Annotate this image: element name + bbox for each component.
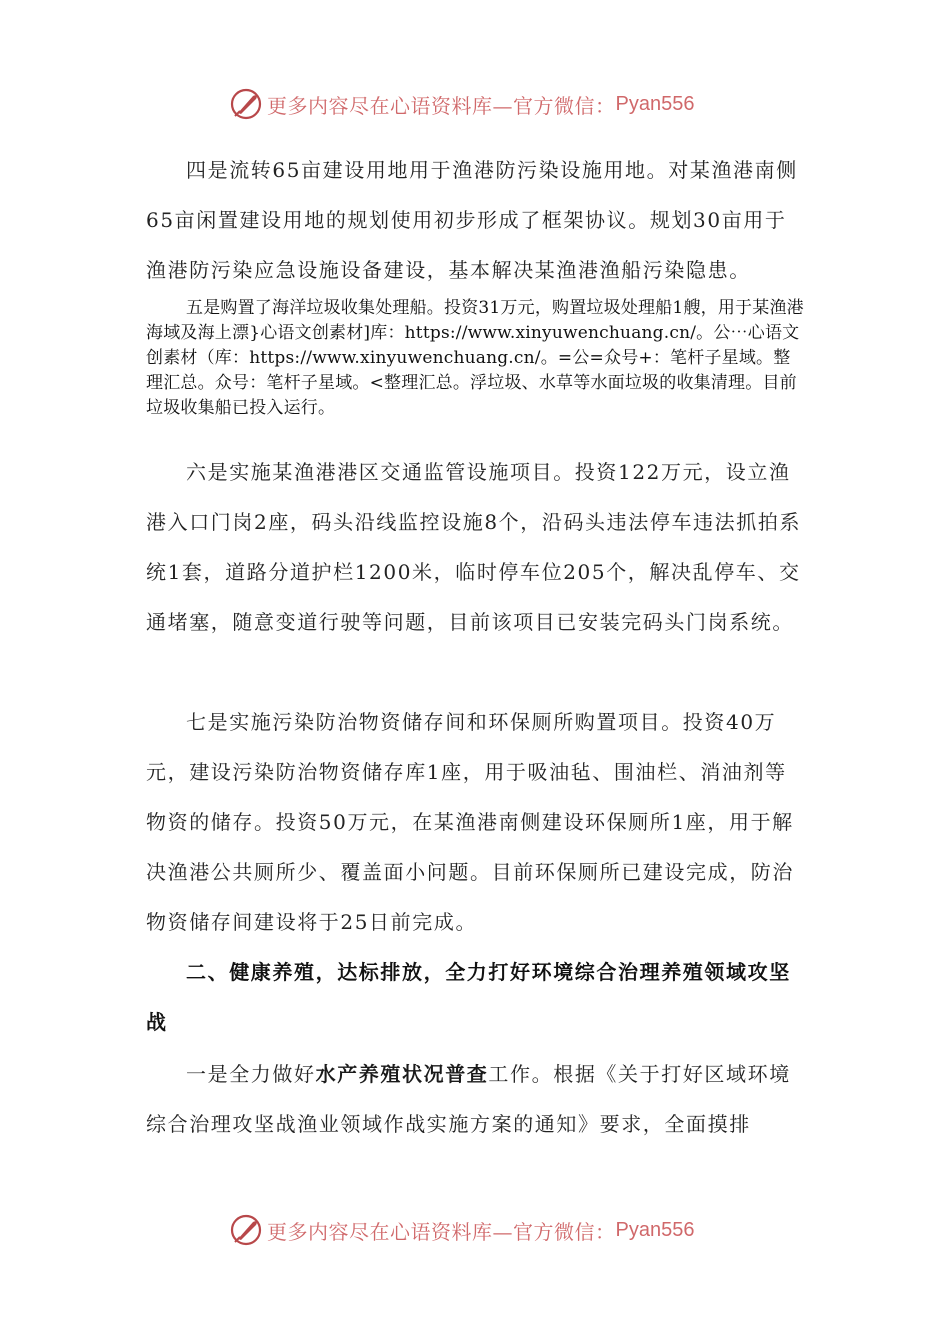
- quill-pen-icon: [229, 87, 263, 121]
- paragraph-6: 六是实施某渔港港区交通监管设施项目。投资122万元，设立渔港入口门岗2座，码头沿线监控设施8个，沿码头违法停车违法抓拍系统1套，道路分道护栏1200米，临时停车位205个，解决乱停车、交通堵塞，随意变道行驶等问题，目前该项目已安装完码头门岗系统。: [146, 460, 802, 634]
- paragraph-8-highlight: 水产养殖状况普查: [315, 1062, 489, 1086]
- banner-text: 更多内容尽在心语资料库—官方微信：: [267, 1219, 616, 1244]
- paragraph-8: [146, 1049, 806, 1149]
- paragraph-8-start: 一是全力做好: [186, 1062, 316, 1086]
- paragraph-8-rest: 工作。根据《关于打好区域环境综合治理攻坚战渔业领域作战实施方案的通知》要求，全面摸排: [146, 1062, 791, 1136]
- banner-wechat-id: Pyan556: [615, 1218, 695, 1241]
- section-heading-2: 二、健康养殖，达标排放，全力打好环境综合治理养殖领域攻坚战: [146, 960, 791, 1034]
- quill-pen-icon: [229, 1213, 263, 1247]
- paragraph-7: 七是实施污染防治物资储存间和环保厕所购置项目。投资40万元，建设污染防治物资储存库1座，用于吸油毡、围油栏、消油剂等物资的储存。投资50万元，在某渔港南侧建设环保厕所1座，用于解决渔港公共厕所少、覆盖面小问题。目前环保厕所已建设完成，防治物资储存间建设将于25日前完成。: [146, 710, 794, 934]
- header-watermark-banner: [229, 84, 749, 124]
- banner-wechat-id: Pyan556: [615, 92, 695, 115]
- paragraph-5-text: 五是购置了海洋垃圾收集处理船。投资31万元，购置垃圾处理船1艘，用于某渔港海域及海上漂}心语文创素材]库：https://www.xinyuwenchuang.cn/。公⋯心语文创素材（库：https://www.xinyuwenchuang.cn/。=公=众号+：笔杆子星域。整理汇总。众号：笔杆子星域。<整理汇总。浮垃圾、水草等水面垃圾的收集清理。目前垃圾收集船已投入运行。: [146, 298, 804, 418]
- paragraph-5: [146, 296, 806, 421]
- paragraph-4: 四是流转65亩建设用地用于渔港防污染设施用地。对某渔港南侧65亩闲置建设用地的规划使用初步形成了框架协议。规划30亩用于渔港防污染应急设施设备建设，基本解决某渔港渔船污染隐患。: [146, 158, 798, 282]
- banner-text: 更多内容尽在心语资料库—官方微信：: [267, 93, 616, 118]
- footer-watermark-banner: [229, 1210, 749, 1250]
